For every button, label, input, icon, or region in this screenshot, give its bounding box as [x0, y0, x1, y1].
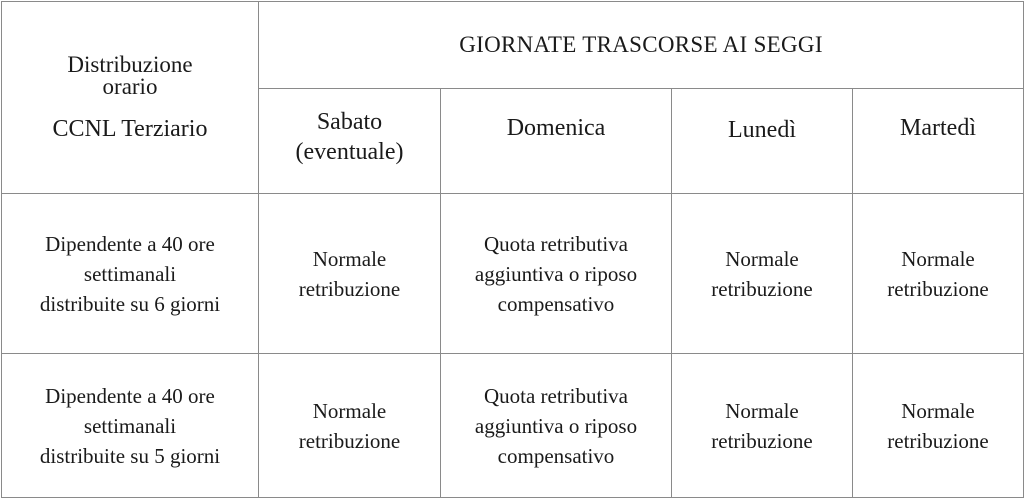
cell-line: Normale — [312, 246, 387, 271]
cell-saturday — [259, 354, 441, 498]
cell-line: Normale — [725, 398, 799, 423]
day-header-monday-line-1: Lunedì — [728, 117, 796, 143]
day-header-tuesday — [853, 89, 1024, 194]
cell-line: Quota retributiva — [483, 383, 629, 408]
row-label-line: Dipendente a 40 ore — [45, 231, 215, 256]
cell-line: Quota retributiva — [483, 231, 629, 256]
group-header-title: GIORNATE TRASCORSE AI SEGGI — [459, 32, 823, 57]
table-row — [2, 354, 1024, 498]
row-label-5-days — [2, 354, 259, 498]
day-header-sunday-line-1: Domenica — [506, 115, 606, 141]
row-label-line: settimanali — [83, 261, 177, 286]
corner-header-line-1: Distribuzione — [67, 51, 193, 77]
cell-saturday — [259, 194, 441, 354]
cell-sunday — [441, 194, 672, 354]
cell-line: aggiuntiva o riposo — [474, 261, 638, 286]
group-header-cell — [259, 2, 1024, 89]
day-header-saturday-line-1: Sabato — [316, 109, 383, 135]
day-header-tuesday-line-1: Martedì — [900, 115, 976, 141]
cell-line: retribuzione — [298, 428, 401, 453]
corner-header-cell — [2, 2, 259, 194]
day-header-sunday — [441, 89, 672, 194]
cell-line: Normale — [725, 246, 799, 271]
cell-line: compensativo — [497, 291, 615, 316]
cell-line: retribuzione — [887, 428, 989, 453]
cell-line: retribuzione — [887, 276, 989, 301]
corner-header-line-3: CCNL Terziario — [52, 115, 208, 142]
corner-header-line-2: orario — [102, 73, 158, 99]
cell-line: compensativo — [497, 443, 615, 468]
day-header-saturday — [259, 89, 441, 194]
cell-line: Normale — [312, 398, 387, 423]
cell-line: Normale — [901, 398, 975, 423]
cell-sunday — [441, 354, 672, 498]
cell-line: Normale — [901, 246, 975, 271]
cell-monday — [672, 194, 853, 354]
header-row-top — [2, 2, 1024, 89]
distribution-table — [1, 1, 1024, 498]
cell-line: aggiuntiva o riposo — [474, 413, 638, 438]
cell-line: retribuzione — [298, 276, 401, 301]
table-row — [2, 194, 1024, 354]
day-header-monday — [672, 89, 853, 194]
row-label-line: distribuite su 6 giorni — [39, 291, 221, 316]
cell-tuesday — [853, 354, 1024, 498]
cell-line: retribuzione — [711, 276, 813, 301]
row-label-line: distribuite su 5 giorni — [39, 443, 221, 468]
cell-monday — [672, 354, 853, 498]
row-label-line: Dipendente a 40 ore — [45, 383, 215, 408]
cell-line: retribuzione — [711, 428, 813, 453]
row-label-line: settimanali — [83, 413, 177, 438]
row-label-6-days — [2, 194, 259, 354]
day-header-saturday-line-2: (eventuale) — [295, 139, 404, 165]
cell-tuesday — [853, 194, 1024, 354]
